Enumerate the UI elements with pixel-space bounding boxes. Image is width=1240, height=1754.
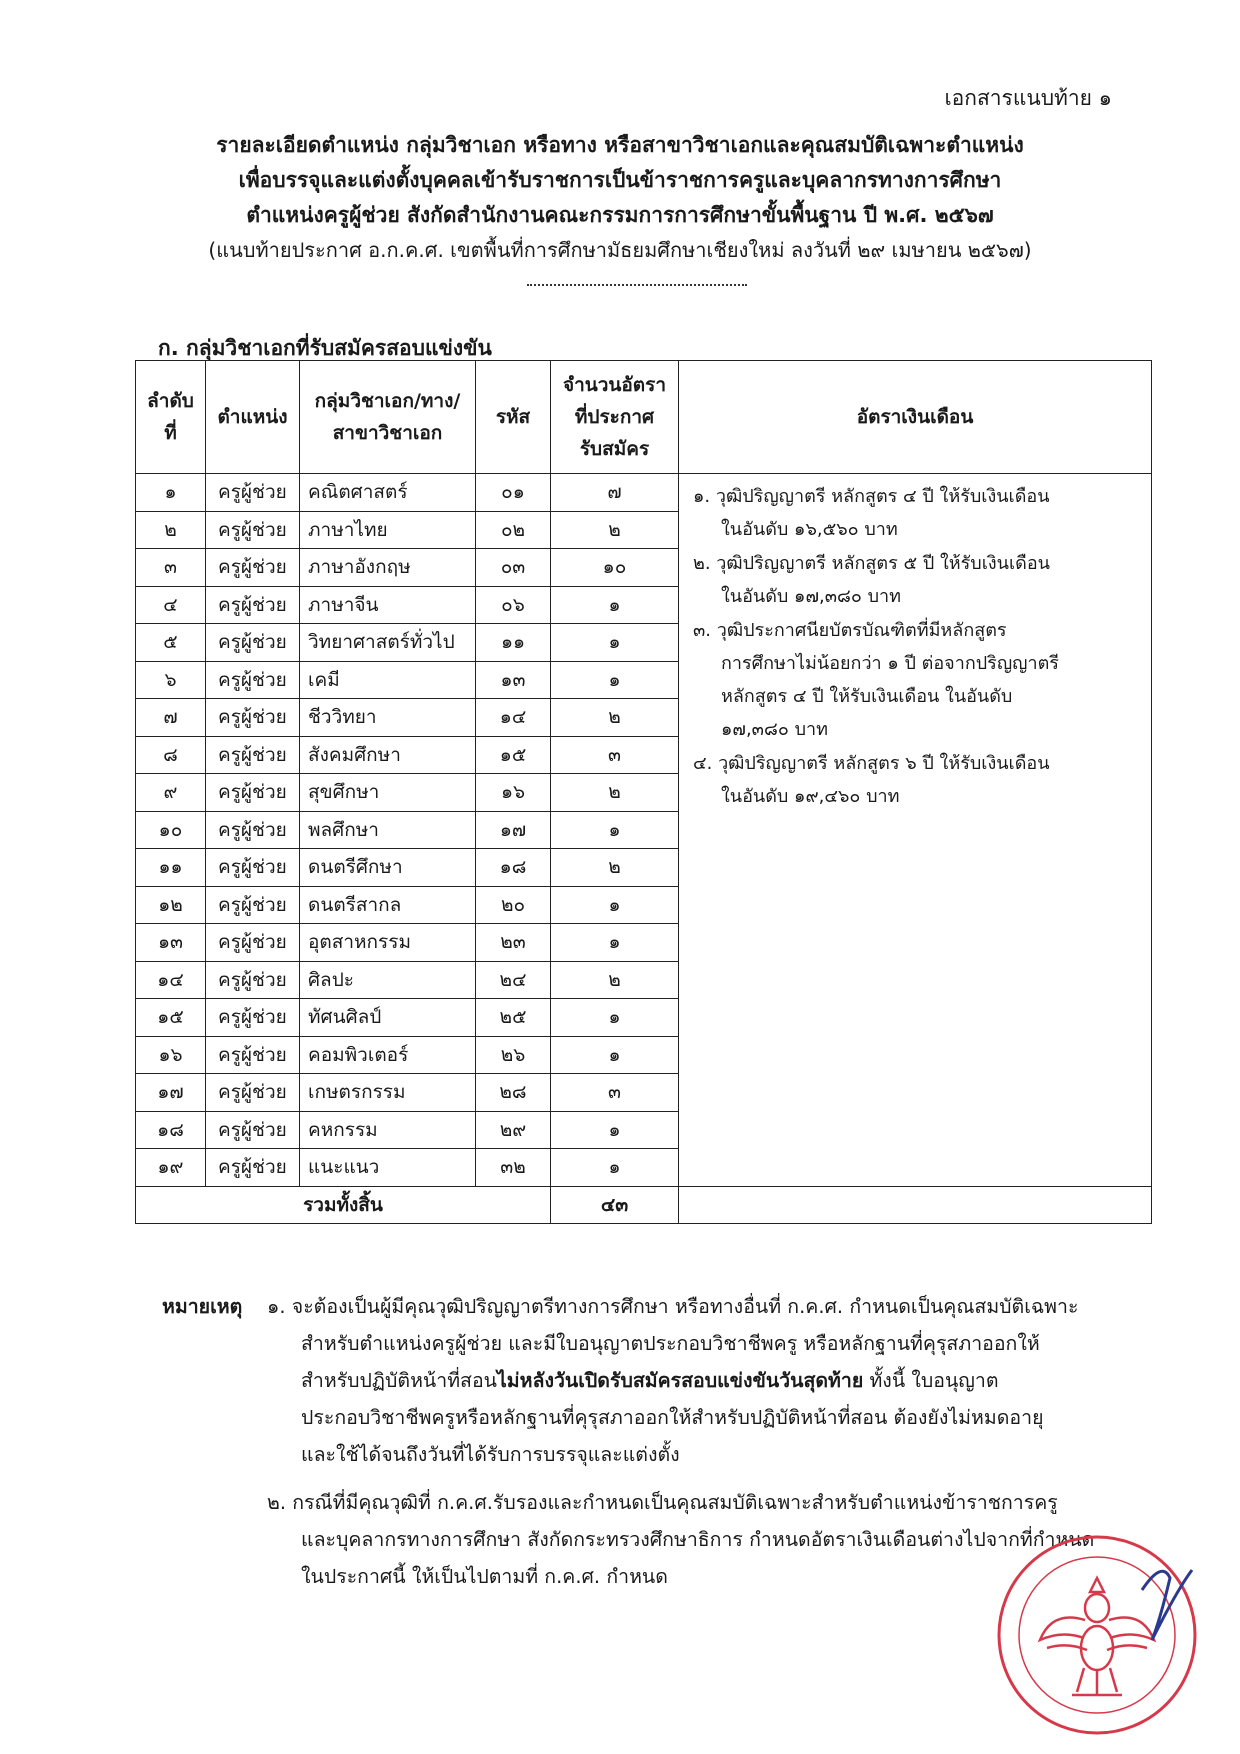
remark-2-line-2: และบุคลากรทางการศึกษา สังกัดกระทรวงศึกษาธิการ กำหนดอัตราเงินเดือนต่างไปจากที่กำหนด [301, 1528, 1095, 1551]
row-code: ๒๙ [476, 1111, 551, 1149]
row-number: ๗ [136, 699, 206, 737]
row-position: ครูผู้ช่วย [206, 1149, 300, 1187]
remark-1-line-3: สำหรับปฏิบัติหน้าที่สอนไม่หลังวันเปิดรับสมัครสอบแข่งขันวันสุดท้าย ทั้งนี้ ใบอนุญาต [301, 1369, 999, 1392]
appendix-label: เอกสารแนบท้าย ๑ [944, 86, 1112, 110]
row-number: ๑๕ [136, 999, 206, 1037]
row-number: ๑๒ [136, 886, 206, 924]
table-header-row [136, 361, 1152, 474]
salary-note-line: ๓. วุฒิประกาศนียบัตรบัณฑิตที่มีหลักสูตร [693, 620, 1007, 641]
row-subject: คณิตศาสตร์ [300, 474, 476, 512]
row-number: ๑๔ [136, 961, 206, 999]
row-quantity: ๑ [551, 999, 679, 1037]
salary-note-line: ๔. วุฒิปริญญาตรี หลักสูตร ๖ ปี ให้รับเงินเดือน [693, 753, 1050, 774]
row-code: ๓๒ [476, 1149, 551, 1187]
row-position: ครูผู้ช่วย [206, 1074, 300, 1112]
row-subject: ภาษาไทย [300, 511, 476, 549]
row-number: ๘ [136, 736, 206, 774]
row-position: ครูผู้ช่วย [206, 586, 300, 624]
row-quantity: ๒ [551, 774, 679, 812]
row-quantity: ๒ [551, 511, 679, 549]
row-subject: แนะแนว [300, 1149, 476, 1187]
salary-note-line: ๑. วุฒิปริญญาตรี หลักสูตร ๔ ปี ให้รับเงินเดือน [693, 486, 1050, 507]
row-subject: ดนตรีศึกษา [300, 849, 476, 887]
row-code: ๑๔ [476, 699, 551, 737]
salary-note [693, 480, 1143, 546]
row-number: ๑๑ [136, 849, 206, 887]
salary-note [693, 747, 1143, 813]
row-code: ๒๖ [476, 1036, 551, 1074]
row-quantity: ๑ [551, 1111, 679, 1149]
salary-note-line: ๒. วุฒิปริญญาตรี หลักสูตร ๕ ปี ให้รับเงินเดือน [693, 553, 1050, 574]
row-number: ๒ [136, 511, 206, 549]
row-position: ครูผู้ช่วย [206, 849, 300, 887]
remark-1 [267, 1288, 1137, 1473]
row-position: ครูผู้ช่วย [206, 549, 300, 587]
row-code: ๒๔ [476, 961, 551, 999]
salary-note-line: ในอันดับ ๑๗,๓๘๐ บาท [721, 586, 902, 607]
row-subject: ศิลปะ [300, 961, 476, 999]
total-label: รวมทั้งสิ้น [136, 1186, 551, 1224]
row-code: ๐๓ [476, 549, 551, 587]
dotted-divider [527, 284, 747, 286]
row-code: ๒๘ [476, 1074, 551, 1112]
row-code: ๑๗ [476, 811, 551, 849]
salary-note-line: หลักสูตร ๔ ปี ให้รับเงินเดือน ในอันดับ [721, 686, 1013, 707]
salary-note-line: ในอันดับ ๑๖,๕๖๐ บาท [721, 519, 898, 540]
row-position: ครูผู้ช่วย [206, 961, 300, 999]
remark-1-line-5: และใช้ได้จนถึงวันที่ได้รับการบรรจุและแต่งตั้ง [301, 1443, 680, 1466]
header-code: รหัส [476, 361, 551, 474]
positions-table [135, 360, 1152, 1224]
remark-2-line-1: ๒. กรณีที่มีคุณวุฒิที่ ก.ค.ศ.รับรองและกำหนดเป็นคุณสมบัติเฉพาะสำหรับตำแหน่งข้าราชการครู [267, 1491, 1058, 1514]
row-number: ๑๙ [136, 1149, 206, 1187]
salary-note-line: ๑๗,๓๘๐ บาท [721, 719, 828, 740]
row-number: ๓ [136, 549, 206, 587]
remarks-label: หมายเหตุ [162, 1295, 243, 1318]
row-quantity: ๑ [551, 1149, 679, 1187]
row-subject: เกษตรกรรม [300, 1074, 476, 1112]
row-quantity: ๒ [551, 699, 679, 737]
salary-note-line: ในอันดับ ๑๙,๔๖๐ บาท [721, 786, 900, 807]
row-code: ๐๖ [476, 586, 551, 624]
row-code: ๐๒ [476, 511, 551, 549]
header-quantity: จำนวนอัตรา ที่ประกาศ รับสมัคร [551, 361, 679, 474]
row-position: ครูผู้ช่วย [206, 924, 300, 962]
row-quantity: ๑๐ [551, 549, 679, 587]
row-position: ครูผู้ช่วย [206, 811, 300, 849]
row-position: ครูผู้ช่วย [206, 999, 300, 1037]
document-title [0, 128, 1240, 268]
row-quantity: ๑ [551, 586, 679, 624]
row-number: ๔ [136, 586, 206, 624]
row-subject: คอมพิวเตอร์ [300, 1036, 476, 1074]
salary-note [693, 614, 1143, 746]
remark-1-line-4: ประกอบวิชาชีพครูหรือหลักฐานที่คุรุสภาออกให้สำหรับปฏิบัติหน้าที่สอน ต้องยังไม่หมดอายุ [301, 1406, 1044, 1429]
row-subject: อุตสาหกรรม [300, 924, 476, 962]
row-subject: ภาษาอังกฤษ [300, 549, 476, 587]
row-code: ๑๕ [476, 736, 551, 774]
row-subject: ดนตรีสากล [300, 886, 476, 924]
title-line-3: ตำแหน่งครูผู้ช่วย สังกัดสำนักงานคณะกรรมการการศึกษาขั้นพื้นฐาน ปี พ.ศ. ๒๕๖๗ [246, 203, 994, 227]
row-code: ๒๕ [476, 999, 551, 1037]
row-subject: สุขศึกษา [300, 774, 476, 812]
table-row [136, 474, 1152, 512]
title-subtitle: (แนบท้ายประกาศ อ.ก.ค.ศ. เขตพื้นที่การศึกษามัธยมศึกษาเชียงใหม่ ลงวันที่ ๒๙ เมษายน ๒๕๖๗) [208, 238, 1032, 262]
salary-notes [679, 474, 1152, 1187]
row-code: ๑๑ [476, 624, 551, 662]
row-number: ๖ [136, 661, 206, 699]
row-quantity: ๓ [551, 736, 679, 774]
row-quantity: ๑ [551, 1036, 679, 1074]
total-value: ๔๓ [551, 1186, 679, 1224]
row-subject: คหกรรม [300, 1111, 476, 1149]
table-total-row [136, 1186, 1152, 1224]
row-subject: ทัศนศิลป์ [300, 999, 476, 1037]
row-number: ๑๗ [136, 1074, 206, 1112]
remark-1-line-2: สำหรับตำแหน่งครูผู้ช่วย และมีใบอนุญาตประกอบวิชาชีพครู หรือหลักฐานที่คุรุสภาออกให้ [301, 1332, 1040, 1355]
row-code: ๒๐ [476, 886, 551, 924]
row-position: ครูผู้ช่วย [206, 886, 300, 924]
row-position: ครูผู้ช่วย [206, 1036, 300, 1074]
row-quantity: ๓ [551, 1074, 679, 1112]
row-position: ครูผู้ช่วย [206, 511, 300, 549]
header-no: ลำดับ ที่ [136, 361, 206, 474]
row-quantity: ๗ [551, 474, 679, 512]
total-salary-empty [679, 1186, 1152, 1224]
salary-note-line: การศึกษาไม่น้อยกว่า ๑ ปี ต่อจากปริญญาตรี [721, 653, 1059, 674]
row-code: ๒๓ [476, 924, 551, 962]
row-number: ๑๖ [136, 1036, 206, 1074]
row-position: ครูผู้ช่วย [206, 699, 300, 737]
row-position: ครูผู้ช่วย [206, 1111, 300, 1149]
row-position: ครูผู้ช่วย [206, 661, 300, 699]
row-quantity: ๑ [551, 811, 679, 849]
row-quantity: ๑ [551, 624, 679, 662]
header-salary: อัตราเงินเดือน [679, 361, 1152, 474]
row-quantity: ๑ [551, 886, 679, 924]
row-subject: ชีววิทยา [300, 699, 476, 737]
official-seal-icon [992, 1530, 1202, 1740]
remark-1-emphasis: ไม่หลังวันเปิดรับสมัครสอบแข่งขันวันสุดท้าย [497, 1369, 864, 1392]
row-quantity: ๒ [551, 961, 679, 999]
row-subject: วิทยาศาสตร์ทั่วไป [300, 624, 476, 662]
header-position: ตำแหน่ง [206, 361, 300, 474]
row-number: ๙ [136, 774, 206, 812]
row-position: ครูผู้ช่วย [206, 774, 300, 812]
row-number: ๕ [136, 624, 206, 662]
title-line-2: เพื่อบรรจุและแต่งตั้งบุคคลเข้ารับราชการเป็นข้าราชการครูและบุคลากรทางการศึกษา [238, 168, 1002, 192]
row-number: ๑๘ [136, 1111, 206, 1149]
row-quantity: ๒ [551, 849, 679, 887]
title-line-1: รายละเอียดตำแหน่ง กลุ่มวิชาเอก หรือทาง หรือสาขาวิชาเอกและคุณสมบัติเฉพาะตำแหน่ง [216, 133, 1024, 157]
row-position: ครูผู้ช่วย [206, 736, 300, 774]
row-position: ครูผู้ช่วย [206, 624, 300, 662]
row-subject: เคมี [300, 661, 476, 699]
row-subject: พลศึกษา [300, 811, 476, 849]
row-code: ๐๑ [476, 474, 551, 512]
section-title: ก. กลุ่มวิชาเอกที่รับสมัครสอบแข่งขัน [158, 336, 492, 360]
salary-note [693, 547, 1143, 613]
row-number: ๑๐ [136, 811, 206, 849]
remark-2-line-3: ในประกาศนี้ ให้เป็นไปตามที่ ก.ค.ศ. กำหนด [301, 1565, 668, 1588]
row-subject: ภาษาจีน [300, 586, 476, 624]
header-subject: กลุ่มวิชาเอก/ทาง/ สาขาวิชาเอก [300, 361, 476, 474]
row-number: ๑ [136, 474, 206, 512]
row-code: ๑๓ [476, 661, 551, 699]
row-code: ๑๘ [476, 849, 551, 887]
row-number: ๑๓ [136, 924, 206, 962]
row-subject: สังคมศึกษา [300, 736, 476, 774]
row-quantity: ๑ [551, 924, 679, 962]
row-quantity: ๑ [551, 661, 679, 699]
row-position: ครูผู้ช่วย [206, 474, 300, 512]
row-code: ๑๖ [476, 774, 551, 812]
remark-1-line-1: ๑. จะต้องเป็นผู้มีคุณวุฒิปริญญาตรีทางการศึกษา หรือทางอื่นที่ ก.ค.ศ. กำหนดเป็นคุณสมบัติเฉพาะ [267, 1295, 1079, 1318]
